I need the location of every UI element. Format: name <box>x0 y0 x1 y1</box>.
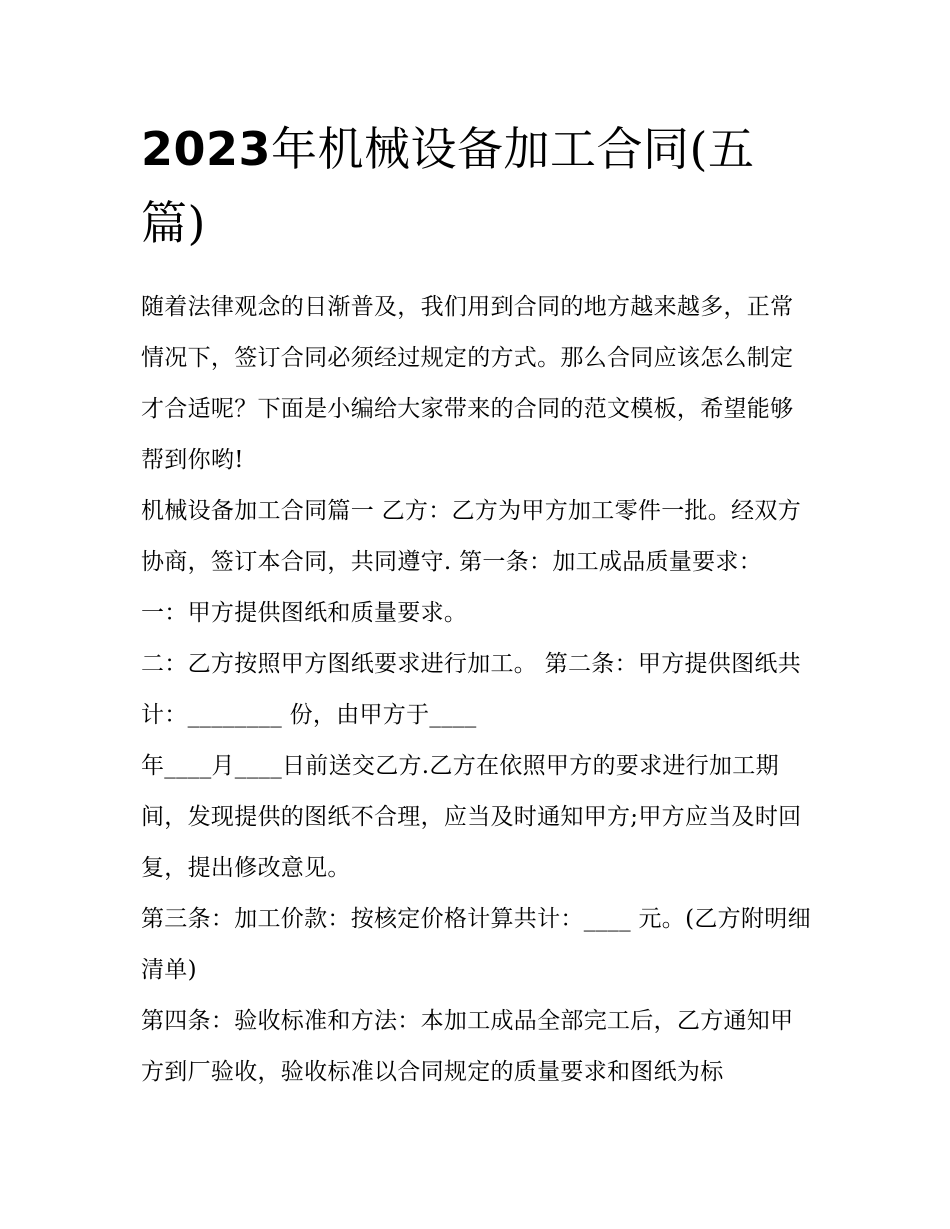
title-year: 2023 <box>141 122 272 176</box>
contract-paragraph-2: 二：乙方按照甲方图纸要求进行加工。 第二条：甲方提供图纸共计：________ 份，由甲方于____ <box>141 651 802 728</box>
document-title <box>141 112 813 260</box>
title-text: 年机械设备加工合同(五篇) <box>141 122 755 250</box>
document-page <box>141 112 813 1098</box>
contract-paragraph-1: 机械设备加工合同篇一 乙方：乙方为甲方加工零件一批。经双方协商，签订本合同，共同遵守. 第一条：加工成品质量要求： 一：甲方提供图纸和质量要求。 <box>141 498 802 626</box>
contract-paragraph-3: 年____月____日前送交乙方.乙方在依照甲方的要求进行加工期间，发现提供的图纸不合理，应当及时通知甲方;甲方应当及时回复，提出修改意见。 <box>141 753 802 881</box>
contract-paragraph-5: 第四条：验收标准和方法：本加工成品全部完工后，乙方通知甲方到厂验收，验收标准以合同规定的质量要求和图纸为标 <box>141 1008 794 1085</box>
contract-paragraph-4: 第三条：加工价款：按核定价格计算共计：____ 元。(乙方附明细清单) <box>141 906 811 983</box>
intro-paragraph: 随着法律观念的日渐普及，我们用到合同的地方越来越多，正常情况下，签订合同必须经过规定的方式。那么合同应该怎么制定才合适呢？下面是小编给大家带来的合同的范文模板，希望能够帮到你哟! <box>141 294 794 473</box>
